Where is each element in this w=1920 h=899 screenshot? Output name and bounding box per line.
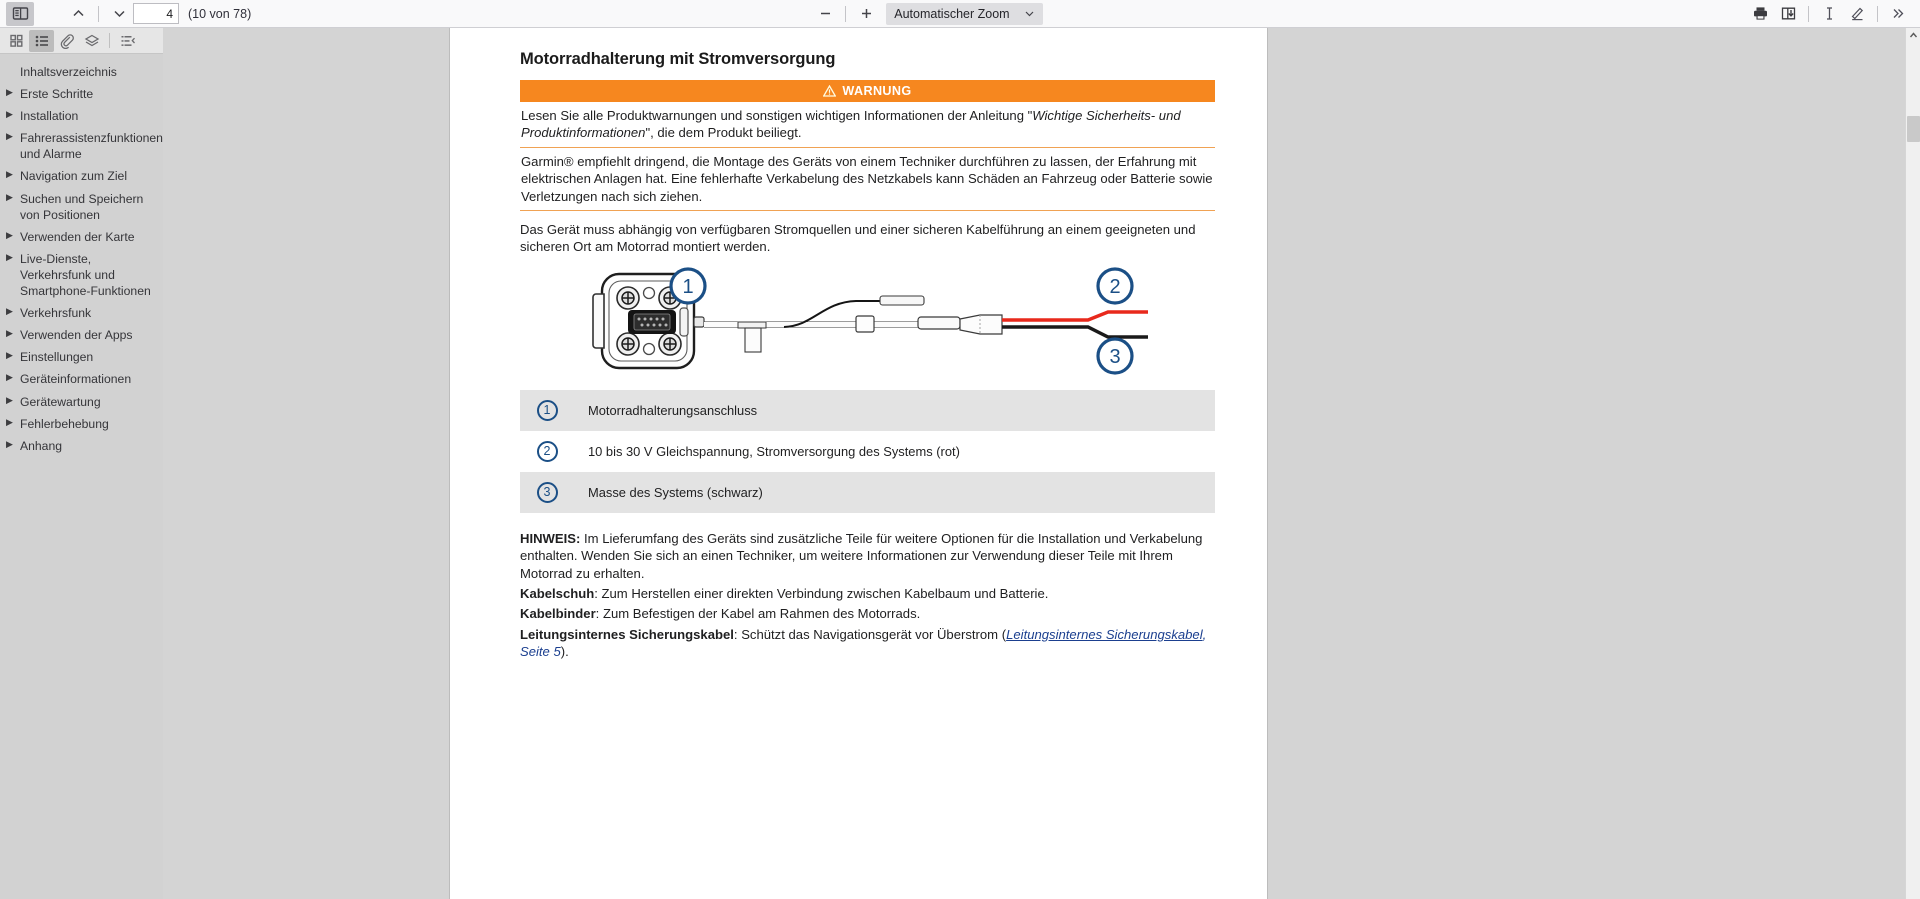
definition-text: : Zum Befestigen der Kabel am Rahmen des Motorrads. (595, 606, 921, 622)
outline-item-label: Verwenden der Apps (20, 328, 133, 343)
outline-item-spacer (2, 64, 17, 66)
callout-description-cell: Masse des Systems (schwarz) (588, 484, 763, 500)
expand-triangle-icon[interactable]: ▶ (6, 191, 13, 202)
outline-item[interactable] (0, 435, 163, 457)
outline-item[interactable] (0, 105, 163, 127)
note-block (520, 530, 1215, 661)
thumbnails-button[interactable] (4, 30, 29, 52)
callout-badge: 3 (537, 482, 558, 503)
table-row (520, 431, 1215, 472)
outline-item[interactable] (0, 391, 163, 413)
callout-number-cell (520, 431, 574, 472)
toolbar-divider (98, 6, 99, 22)
outline-item-label: Verwenden der Karte (20, 229, 135, 244)
expand-triangle-icon[interactable]: ▶ (6, 416, 13, 427)
document-viewer[interactable] (163, 28, 1920, 899)
sidebar (0, 28, 163, 899)
outline-item-label: Erste Schritte (20, 87, 94, 102)
expand-triangle-icon[interactable]: ▶ (6, 87, 13, 98)
outline-item-label: Geräteinformationen (20, 372, 132, 387)
definition-end: ). (560, 644, 569, 660)
outline-item[interactable] (0, 302, 163, 324)
zoom-in-button[interactable] (852, 2, 880, 26)
figure-motorcycle-mount (520, 264, 1215, 379)
expand-triangle-icon[interactable]: ▶ (6, 350, 13, 361)
attachments-button[interactable] (54, 30, 79, 52)
outline-item-label: Fahrerassistenzfunktionen und Alarme (20, 131, 163, 162)
expand-triangle-icon[interactable]: ▶ (6, 169, 13, 180)
more-tools-button[interactable] (1884, 2, 1912, 26)
document-outline-button[interactable] (29, 30, 54, 52)
callout-number-cell (520, 390, 574, 431)
outline-item-label: Inhaltsverzeichnis (20, 65, 117, 79)
cross-reference-link[interactable]: Leitungsinternes Sicherungskabel (1006, 626, 1203, 642)
definition-term: Kabelschuh (520, 586, 595, 602)
outline-item[interactable] (0, 83, 163, 105)
outline-item-label: Gerätewartung (20, 394, 101, 409)
outline-item-label: Fehlerbehebung (20, 416, 109, 431)
outline-item[interactable] (0, 346, 163, 368)
outline-item-label: Anhang (20, 438, 63, 453)
save-button[interactable] (1774, 2, 1802, 26)
svg-text:1: 1 (681, 275, 694, 298)
expand-triangle-icon[interactable]: ▶ (6, 328, 13, 339)
definition-term: Leitungsinternes Sicherungskabel (520, 626, 734, 642)
callout-description-cell: Motorradhalterungsanschluss (588, 402, 758, 418)
expand-triangle-icon[interactable]: ▶ (6, 394, 13, 405)
page-count-label: (10 von 78) (188, 6, 252, 21)
warning-triangle-icon (823, 85, 836, 97)
outline-item-label: Suchen und Speichern von Positionen (20, 191, 144, 222)
outline-item[interactable] (0, 226, 163, 248)
note-paragraph (520, 530, 1215, 582)
outline-item[interactable] (0, 324, 163, 346)
expand-triangle-icon[interactable]: ▶ (6, 251, 13, 262)
outline-item[interactable] (0, 61, 163, 83)
outline-item-label: Verkehrsfunk (20, 306, 92, 321)
callout-table (520, 390, 1215, 513)
table-row (520, 472, 1215, 513)
text-select-button[interactable] (1815, 2, 1843, 26)
sidebar-toolbar-divider (109, 33, 110, 48)
warning-banner (520, 80, 1215, 102)
scroll-up-arrow[interactable] (1906, 28, 1920, 43)
outline-item[interactable] (0, 368, 163, 390)
expand-triangle-icon[interactable]: ▶ (6, 109, 13, 120)
chevron-down-icon (1024, 8, 1035, 19)
expand-triangle-icon[interactable]: ▶ (6, 229, 13, 240)
next-page-button[interactable] (105, 2, 133, 26)
warning-text-b: ", die dem Produkt beiliegt. (645, 125, 802, 141)
outline-list (0, 54, 163, 899)
print-button[interactable] (1746, 2, 1774, 26)
sidebar-toggle-button[interactable] (6, 2, 34, 26)
page-number-input[interactable] (133, 3, 179, 24)
callout-badge: 1 (537, 400, 558, 421)
expand-triangle-icon[interactable]: ▶ (6, 372, 13, 383)
scrollbar-thumb[interactable] (1907, 116, 1920, 142)
warning-text-a: Lesen Sie alle Produktwarnungen und sonstigen wichtigen Informationen der Anleitung " (521, 108, 1033, 123)
toolbar-divider (845, 6, 846, 22)
outline-item-label: Einstellungen (20, 350, 94, 365)
sidebar-toolbar (0, 28, 163, 54)
definition-text: : Schützt das Navigationsgerät vor Überstrom ( (733, 626, 1007, 642)
intro-paragraph: Das Gerät muss abhängig von verfügbaren Stromquellen und einer sicheren Kabelführung an einem geeigneten und sicheren Ort am Motorrad montiert werden. (520, 222, 1196, 255)
definition-kabelbinder (520, 605, 1215, 622)
warning-paragraph-2: Garmin® empfiehlt dringend, die Montage des Geräts von einem Techniker durchführen zu lassen, der Erfahrung mit elektrischen Anlagen hat. Eine fehlerhafte Verkabelung des Netzkabels kann Schäden an Fahrzeug oder Batterie sowie Verletzungen nach sich ziehen. (520, 148, 1215, 211)
zoom-level-label: Automatischer Zoom (894, 6, 1010, 21)
svg-text:2: 2 (1108, 275, 1121, 298)
current-outline-item-button[interactable] (115, 30, 140, 52)
outline-item[interactable] (0, 248, 163, 302)
expand-triangle-icon[interactable]: ▶ (6, 131, 13, 142)
table-row (520, 390, 1215, 431)
warning-paragraph-1 (520, 102, 1215, 148)
warning-label: WARNUNG (842, 84, 912, 98)
outline-item-label: Navigation zum Ziel (20, 169, 128, 184)
definition-sicherungskabel (520, 626, 1215, 661)
outline-item[interactable] (0, 165, 163, 187)
vertical-scrollbar[interactable] (1905, 28, 1920, 899)
definition-term: Kabelbinder (520, 606, 596, 622)
previous-page-button[interactable] (64, 2, 92, 26)
pdf-page (450, 28, 1267, 899)
cross-reference-page[interactable]: , Seite 5 (520, 626, 1207, 660)
toolbar-divider (1877, 6, 1878, 22)
warning-text-emphasis: Wichtige Sicherheits- und Produktinformationen (521, 108, 1181, 141)
main-toolbar (0, 0, 1920, 28)
draw-button[interactable] (1843, 2, 1871, 26)
outline-item[interactable] (0, 188, 163, 226)
layers-button[interactable] (79, 30, 104, 52)
definition-kabelschuh (520, 585, 1215, 602)
outline-item-label: Live-Dienste, Verkehrsfunk und Smartphone-Funktionen (20, 251, 151, 299)
svg-text:3: 3 (1108, 345, 1121, 368)
callout-number-cell (520, 472, 574, 513)
definition-text: : Zum Herstellen einer direkten Verbindung zwischen Kabelbaum und Batterie. (594, 586, 1049, 602)
outline-item[interactable] (0, 413, 163, 435)
expand-triangle-icon[interactable]: ▶ (6, 438, 13, 449)
note-text: Im Lieferumfang des Geräts sind zusätzliche Teile für weitere Optionen für die Installation und Verkabelung enthalten. Wenden Sie sich an einen Techniker, um weitere Informationen zur Verwendung dieser Teile mit Ihrem Motorrad zu erhalten. (520, 530, 1203, 581)
zoom-level-select[interactable] (886, 3, 1042, 25)
outline-item-label: Installation (20, 109, 79, 124)
toolbar-divider (1808, 6, 1809, 22)
expand-triangle-icon[interactable]: ▶ (6, 306, 13, 317)
zoom-out-button[interactable] (811, 2, 839, 26)
page-title: Motorradhalterung mit Stromversorgung (520, 50, 836, 68)
outline-item[interactable] (0, 127, 163, 165)
callout-description-cell: 10 bis 30 V Gleichspannung, Stromversorgung des Systems (rot) (588, 443, 960, 459)
note-label: HINWEIS: (520, 530, 581, 546)
callout-badge: 2 (537, 441, 558, 462)
